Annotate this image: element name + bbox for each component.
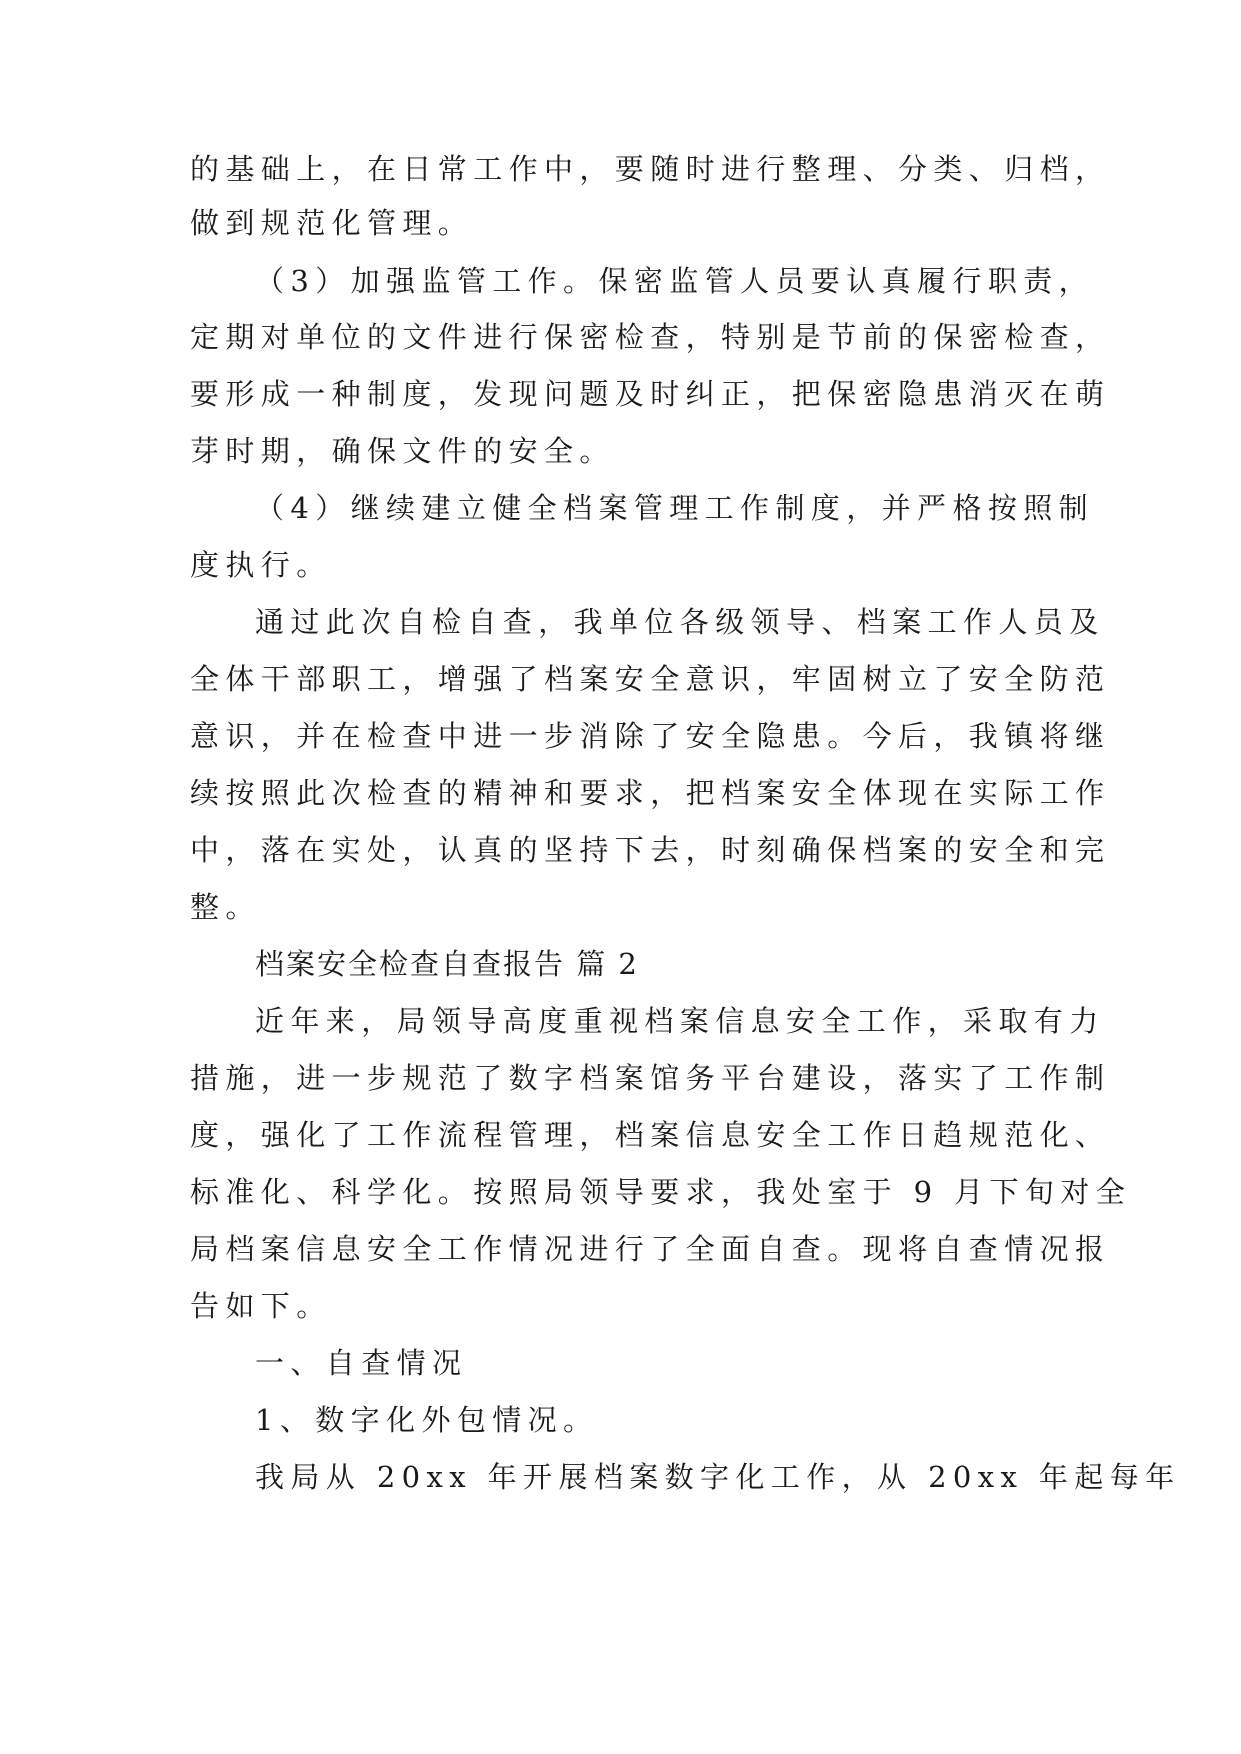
text-line: 标准化、科学化。按照局领导要求，我处室于 9 月下旬对全 [190, 1175, 1132, 1209]
text-line: 整。 [190, 890, 261, 924]
text-line: 中，落在实处，认真的坚持下去，时刻确保档案的安全和完 [190, 833, 1111, 867]
text-line: （3）加强监管工作。保密监管人员要认真履行职责， [255, 264, 1095, 298]
section-heading: 一、自查情况 [255, 1346, 468, 1380]
text-line: （4）继续建立健全档案管理工作制度，并严格按照制 [255, 491, 1095, 525]
text-line: 通过此次自检自查，我单位各级领导、档案工作人员及 [255, 605, 1105, 639]
text-line: 续按照此次检查的精神和要求，把档案安全体现在实际工作 [190, 776, 1111, 810]
text-line: 的基础上，在日常工作中，要随时进行整理、分类、归档， [190, 152, 1111, 186]
text-line: 告如下。 [190, 1289, 332, 1323]
text-line: 近年来，局领导高度重视档案信息安全工作，采取有力 [255, 1004, 1105, 1038]
text-line: 措施，进一步规范了数字档案馆务平台建设，落实了工作制 [190, 1061, 1111, 1095]
section-heading: 档案安全检查自查报告 篇 2 [255, 947, 639, 981]
text-line: 意识，并在检查中进一步消除了安全隐患。今后，我镇将继 [190, 719, 1111, 753]
text-line: 芽时期，确保文件的安全。 [190, 434, 615, 468]
text-line: 我局从 20xx 年开展档案数字化工作，从 20xx 年起每年 [255, 1460, 1181, 1494]
text-line: 定期对单位的文件进行保密检查，特别是节前的保密检查， [190, 320, 1111, 354]
text-line: 做到规范化管理。 [190, 206, 474, 240]
text-line: 全体干部职工，增强了档案安全意识，牢固树立了安全防范 [190, 662, 1111, 696]
text-line: 局档案信息安全工作情况进行了全面自查。现将自查情况报 [190, 1232, 1111, 1266]
subsection-heading: 1、数字化外包情况。 [255, 1403, 599, 1437]
text-line: 度执行。 [190, 548, 332, 582]
text-line: 要形成一种制度，发现问题及时纠正，把保密隐患消灭在萌 [190, 377, 1111, 411]
text-line: 度，强化了工作流程管理，档案信息安全工作日趋规范化、 [190, 1118, 1111, 1152]
